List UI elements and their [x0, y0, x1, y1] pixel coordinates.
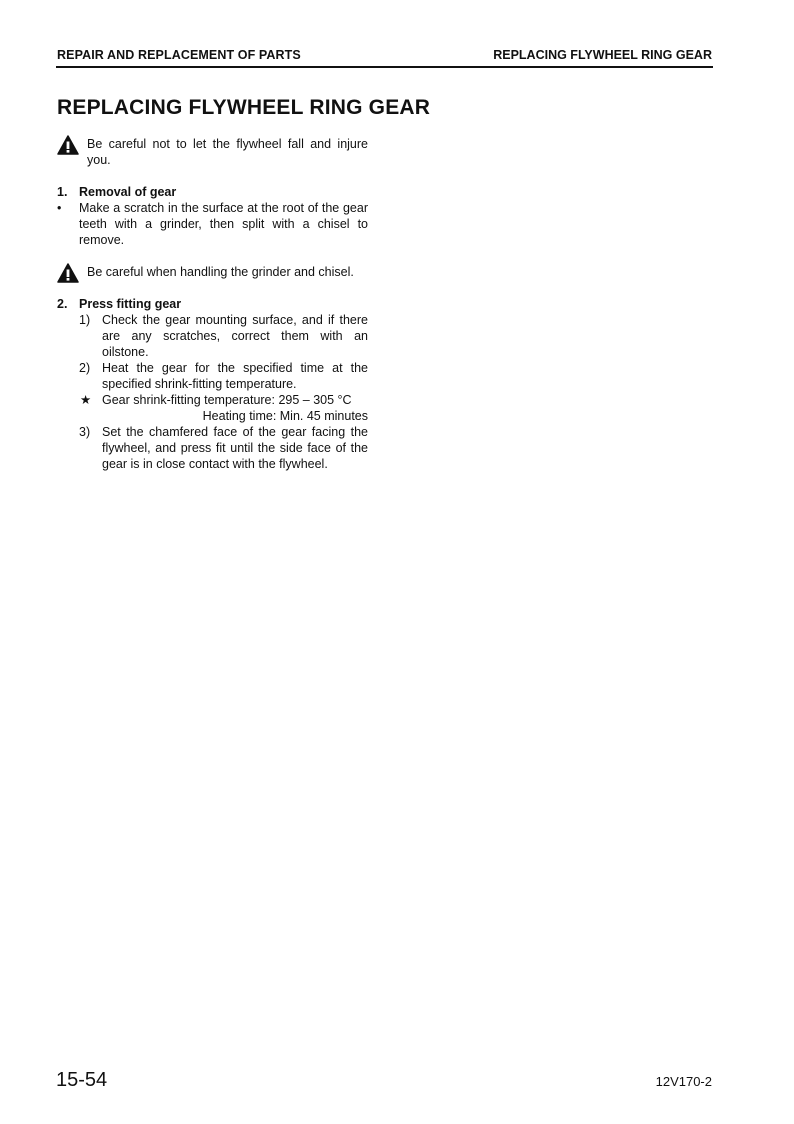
section-heading-removal	[57, 184, 368, 200]
section-title: Removal of gear	[79, 185, 177, 199]
warning-text: Be careful not to let the flywheel fall and injure you.	[87, 137, 368, 167]
running-header-section: REPAIR AND REPLACEMENT OF PARTS	[57, 48, 301, 62]
step-number: 3)	[79, 425, 91, 439]
page-number: 15-54	[56, 1069, 108, 1091]
step-item	[57, 424, 368, 472]
content-column	[57, 136, 368, 472]
step-number: 1)	[79, 313, 91, 327]
running-header-topic: REPLACING FLYWHEEL RING GEAR	[493, 48, 712, 62]
step-item	[57, 312, 368, 360]
spec-temperature: Gear shrink-fitting temperature: 295 – 305 °C	[102, 393, 352, 407]
bullet-mark: •	[57, 201, 62, 215]
section-number: 2.	[57, 297, 68, 311]
header-divider	[56, 66, 713, 68]
step-text: Check the gear mounting surface, and if there are any scratches, correct them with an oilstone.	[102, 313, 368, 359]
step-text: Set the chamfered face of the gear facing the flywheel, and press fit until the side face of the gear is in close contact with the flywheel.	[102, 425, 368, 471]
warning-triangle-icon	[57, 135, 79, 155]
warning-triangle-icon	[57, 263, 79, 283]
step-text: Heat the gear for the specified time at the specified shrink-fitting temperature.	[102, 361, 368, 391]
spec-note	[57, 392, 368, 424]
section-title: Press fitting gear	[79, 297, 182, 311]
page-title: REPLACING FLYWHEEL RING GEAR	[57, 96, 431, 119]
step-number: 2)	[79, 361, 91, 375]
warning-text: Be careful when handling the grinder and chisel.	[87, 265, 354, 279]
instruction-text: Make a scratch in the surface at the root of the gear teeth with a grinder, then split with a chisel to remove.	[79, 201, 368, 247]
removal-instruction	[57, 200, 368, 248]
step-item	[57, 360, 368, 392]
section-heading-press-fitting	[57, 296, 368, 312]
section-number: 1.	[57, 185, 68, 199]
warning-note-flywheel	[57, 136, 368, 168]
warning-note-grinder	[57, 264, 368, 280]
model-code: 12V170-2	[655, 1074, 712, 1089]
star-icon: ★	[80, 393, 92, 407]
spec-heating-time: Heating time: Min. 45 minutes	[202, 409, 368, 423]
